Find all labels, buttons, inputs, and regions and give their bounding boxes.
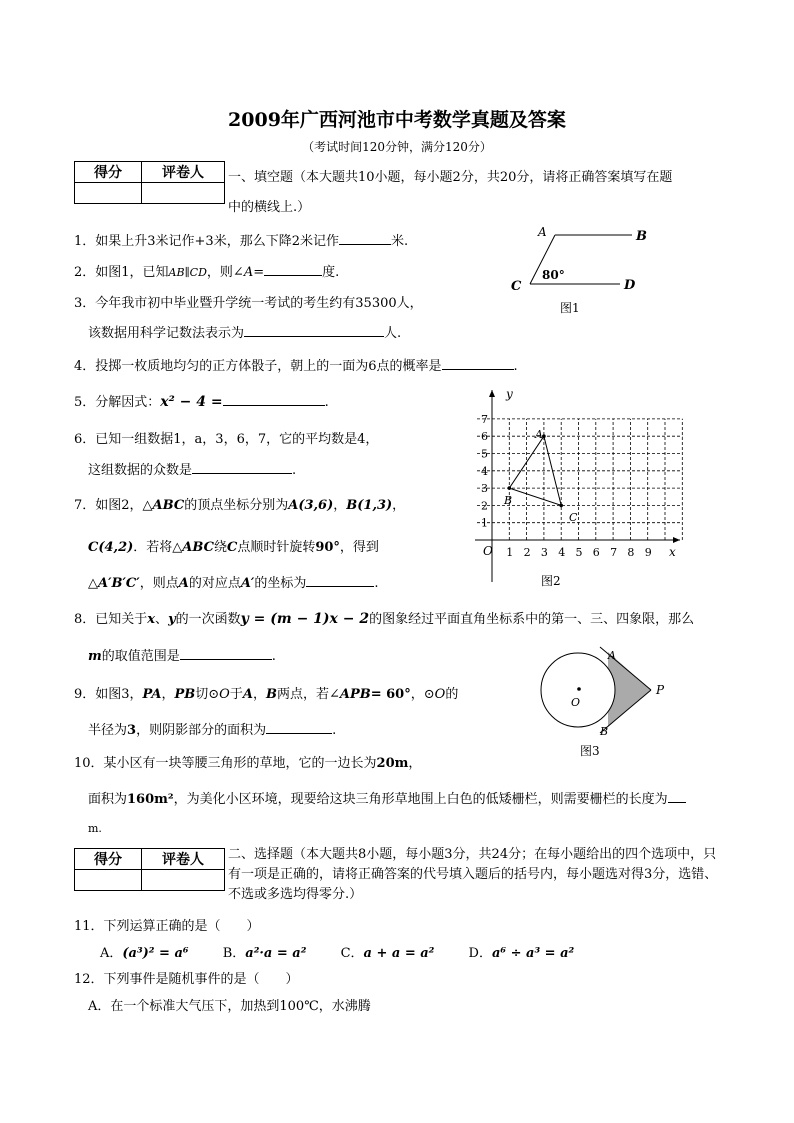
question-2: 2．如图1，已知AB∥CD，则∠A= 度. bbox=[74, 261, 339, 280]
score-cell[interactable] bbox=[75, 870, 142, 891]
grader-cell[interactable] bbox=[142, 870, 225, 891]
fig2-y-tick-label: 4 bbox=[481, 464, 488, 478]
score-table-1 bbox=[74, 161, 225, 204]
score-table-2 bbox=[74, 848, 225, 891]
fig2-origin-label: O bbox=[483, 544, 493, 558]
page-title: 2009年广西河池市中考数学真题及答案 bbox=[228, 109, 566, 131]
fig1-label-c: C bbox=[511, 279, 522, 294]
fig2-y-tick-label: 7 bbox=[481, 412, 488, 426]
fig2-x-tick-label: 2 bbox=[523, 546, 531, 559]
score-header: 得分 bbox=[75, 849, 142, 870]
option-b[interactable]: a²·a = a² bbox=[245, 946, 307, 961]
fig2-grid bbox=[477, 419, 682, 540]
question-12-stem: 12．下列事件是随机事件的是（ ） bbox=[74, 972, 299, 987]
grader-header: 评卷人 bbox=[142, 162, 225, 183]
fig2-y-tick-label: 2 bbox=[481, 499, 488, 513]
fig2-x-label: x bbox=[669, 545, 676, 559]
fig2-x-tick-label: 9 bbox=[644, 546, 652, 559]
fig2-y-tick-label: 3 bbox=[481, 482, 488, 496]
fig2-caption: 图2 bbox=[541, 574, 561, 588]
question-6-line1: 6．已知一组数据1，a，3，6，7，它的平均数是4， bbox=[74, 432, 379, 447]
figure-2 bbox=[455, 382, 695, 592]
answer-blank[interactable] bbox=[244, 322, 384, 337]
question-5: 5．分解因式：x² − 4 = . bbox=[74, 391, 329, 410]
question-3-line1: 3．今年我市初中毕业暨升学统一考试的考生约有35300人， bbox=[74, 296, 423, 311]
question-7-line2: C(4,2)．若将△ABC绕C点顺时针旋转90°，得到 bbox=[88, 540, 379, 555]
fig2-label-c: C bbox=[569, 511, 578, 524]
fig3-label-a: A bbox=[608, 649, 616, 662]
answer-blank[interactable] bbox=[266, 719, 332, 734]
fig3-label-o: O bbox=[571, 696, 581, 709]
question-3-line2: 该数据用科学记数法表示为 人. bbox=[88, 322, 401, 341]
fig3-caption: 图3 bbox=[580, 744, 600, 758]
question-9-line2: 半径为3，则阴影部分的面积为 . bbox=[88, 719, 336, 738]
question-7-line1: 7．如图2，△ABC的顶点坐标分别为A(3,6)，B(1,3)， bbox=[74, 498, 406, 513]
fig2-y-label: y bbox=[506, 387, 513, 401]
fig2-x-tick-label: 7 bbox=[610, 546, 618, 559]
question-7-line3: △A′B′C′，则点A的对应点A′的坐标为 . bbox=[88, 572, 379, 591]
question-9-line1: 9．如图3，PA，PB切⊙O于A，B两点，若∠APB= 60°，⊙O的 bbox=[74, 687, 459, 702]
question-4: 4．投掷一枚质地均匀的正方体骰子，朝上的一面为6点的概率是 . bbox=[74, 355, 518, 374]
fig1-caption: 图1 bbox=[560, 301, 580, 315]
fig2-label-b: B bbox=[504, 494, 513, 507]
option-a[interactable]: (a³)² = a⁶ bbox=[122, 946, 189, 961]
answer-blank[interactable] bbox=[306, 572, 374, 587]
fig2-point-b bbox=[508, 486, 512, 490]
answer-blank[interactable] bbox=[192, 459, 292, 474]
figure-3 bbox=[538, 643, 678, 763]
grader-cell[interactable] bbox=[142, 183, 225, 204]
score-cell[interactable] bbox=[75, 183, 142, 204]
question-1: 1．如果上升3米记作+3米，那么下降2米记作 米. bbox=[74, 230, 408, 249]
score-header: 得分 bbox=[75, 162, 142, 183]
fig3-center-point bbox=[577, 687, 581, 691]
answer-blank[interactable] bbox=[668, 788, 686, 803]
answer-blank[interactable] bbox=[180, 645, 272, 660]
fig2-x-tick-label: 8 bbox=[627, 546, 635, 559]
question-11-options: A．(a³)² = a⁶ B．a²·a = a² C．a + a = a² D．a⁶ ÷ a³ = a² bbox=[100, 946, 575, 961]
answer-blank[interactable] bbox=[264, 261, 322, 276]
section1-line1: 一、填空题（本大题共10小题，每小题2分，共20分，请将正确答案填写在题 bbox=[228, 170, 673, 185]
grader-header: 评卷人 bbox=[142, 849, 225, 870]
answer-blank[interactable] bbox=[339, 230, 391, 245]
question-8-line2: m的取值范围是 . bbox=[88, 645, 276, 664]
question-10-line1: 10．某小区有一块等腰三角形的草地，它的一边长为20m， bbox=[74, 756, 422, 771]
section2-text: 二、选择题（本大题共8小题，每小题3分，共24分；在每小题给出的四个选项中，只有一项是正确的，请将正确答案的代号填入题后的括号内，每小题选对得3分，选错、不选或多选均得零分.） bbox=[228, 847, 718, 902]
fig2-y-tick-label: 6 bbox=[481, 430, 488, 444]
page-subtitle: （考试时间120分钟，满分120分） bbox=[302, 140, 492, 154]
fig1-label-a: A bbox=[538, 225, 547, 239]
option-c[interactable]: a + a = a² bbox=[363, 946, 435, 961]
fig2-x-tick-label: 5 bbox=[575, 546, 583, 559]
fig2-x-tick-label: 1 bbox=[506, 546, 514, 559]
fig2-x-tick-label: 3 bbox=[540, 546, 548, 559]
fig1-label-d: D bbox=[624, 278, 636, 293]
figure-1 bbox=[500, 222, 670, 322]
question-8-line1: 8．已知关于x、y的一次函数y = (m − 1)x − 2的图象经过平面直角坐标系中的第一、三、四象限，那么 bbox=[74, 611, 695, 627]
fig1-label-b: B bbox=[636, 229, 647, 244]
fig2-label-a: A bbox=[535, 428, 543, 441]
fig1-angle-label: 80° bbox=[542, 268, 565, 282]
fig3-label-p: P bbox=[656, 683, 665, 697]
answer-blank[interactable] bbox=[223, 391, 325, 406]
question-11-stem: 11．下列运算正确的是（ ） bbox=[74, 919, 260, 934]
answer-blank[interactable] bbox=[442, 355, 514, 370]
fig2-y-tick-label: 1 bbox=[481, 516, 488, 530]
fig2-x-tick-label: 4 bbox=[558, 546, 566, 559]
question-6-line2: 这组数据的众数是 . bbox=[88, 459, 296, 478]
fig3-label-b: B bbox=[600, 725, 609, 738]
fig2-x-tick-label: 6 bbox=[592, 546, 600, 559]
fig2-point-c bbox=[559, 504, 563, 508]
option-d[interactable]: a⁶ ÷ a³ = a² bbox=[491, 946, 575, 961]
section1-line2: 中的横线上.） bbox=[228, 200, 311, 215]
question-12-option-a[interactable]: A．在一个标准大气压下，加热到100℃，水沸腾 bbox=[88, 999, 371, 1014]
question-10-line2: 面积为160m²，为美化小区环境，现要给这块三角形草地围上白色的低矮栅栏，则需要栅栏的长度为 bbox=[88, 788, 686, 807]
question-10-line3: m. bbox=[88, 822, 102, 835]
fig2-y-tick-label: 5 bbox=[481, 447, 488, 461]
